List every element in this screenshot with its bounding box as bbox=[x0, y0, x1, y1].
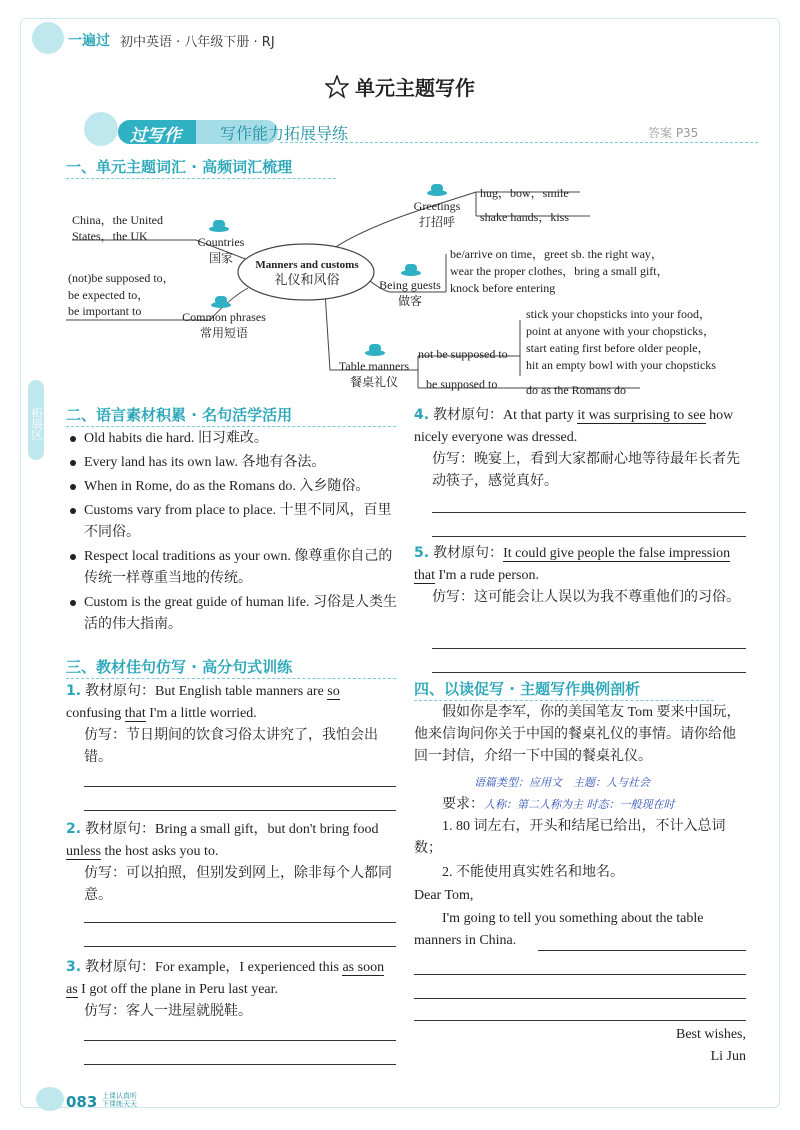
exercise-number: 3. bbox=[66, 959, 82, 975]
letter-greeting: Dear Tom, bbox=[414, 888, 474, 903]
countries-leaf2: States，the UK bbox=[72, 229, 148, 243]
node-phrases bbox=[172, 309, 276, 341]
phrases-leaf2: be expected to， bbox=[68, 287, 150, 302]
imitation-prompt: 仿写：晚宴上，看到大家都耐心地等待最年长者先动筷子，感觉真好。 bbox=[432, 452, 740, 489]
answer-line[interactable] bbox=[84, 922, 396, 923]
answer-line[interactable] bbox=[84, 786, 396, 787]
list-item: Respect local traditions as your own. 像尊重你自己的传统一样尊重当地的传统。 bbox=[68, 546, 398, 590]
requirement-2: 2. 不能使用真实姓名和地名。 bbox=[442, 865, 624, 880]
leaf-guests bbox=[450, 246, 669, 297]
list-item: When in Rome, do as the Romans do. 入乡随俗。 bbox=[68, 476, 398, 498]
section3-heading: 三、教材佳句仿写 · 高分句式训练 bbox=[66, 658, 293, 676]
exercise-5 bbox=[414, 542, 748, 609]
list-item: Every land has its own law. 各地有各法。 bbox=[68, 452, 398, 474]
section-banner bbox=[80, 120, 760, 144]
imitation-prompt: 仿写：节日期间的饮食习俗太讲究了，我怕会出错。 bbox=[84, 728, 378, 765]
guests-leaf1: be/arrive on time，greet sb. the right way， bbox=[450, 247, 663, 261]
requirement-1: 1. 80 词左右，开头和结尾已给出，不计入总词数； bbox=[414, 819, 726, 856]
footer-text-2: 下课练天天 bbox=[102, 1100, 137, 1108]
original-sentence: 教材原句：Bring a small gift，but don't bring food bbox=[85, 822, 379, 837]
imitation-prompt: 仿写：可以拍照，但别发到网上，除非每个人都同意。 bbox=[84, 866, 392, 903]
section1-heading: 一、单元主题词汇 · 高频词汇梳理 bbox=[66, 158, 293, 176]
list-item: Old habits die hard. 旧习难改。 bbox=[68, 428, 398, 450]
guests-cn: 做客 bbox=[397, 294, 422, 308]
answer-line[interactable] bbox=[432, 648, 746, 649]
answer-line[interactable] bbox=[432, 512, 746, 513]
handwritten-note-1: 语篇类型：应用文 主题：人与社会 bbox=[474, 776, 650, 789]
node-table bbox=[332, 358, 416, 390]
mindmap-center bbox=[240, 259, 374, 288]
page-header bbox=[28, 22, 768, 56]
banner-divider bbox=[280, 142, 758, 143]
section2-heading: 二、语言素材积累 · 名句活学活用 bbox=[66, 406, 293, 424]
section2-underline bbox=[66, 426, 396, 427]
countries-en: Countries bbox=[197, 235, 245, 249]
side-tab: 拓展区 bbox=[28, 380, 44, 460]
page-footer bbox=[30, 1085, 230, 1115]
answer-line[interactable] bbox=[84, 1064, 396, 1065]
original-sentence-end: the host asks you to. bbox=[101, 844, 219, 859]
node-guests bbox=[372, 277, 448, 309]
title-text: 单元主题写作 bbox=[355, 76, 475, 100]
greetings-leaf2: shake hands，kiss bbox=[480, 210, 569, 224]
mascot-icon bbox=[36, 1087, 64, 1111]
answer-line[interactable] bbox=[414, 1020, 746, 1021]
table-branch2: be supposed to bbox=[426, 377, 498, 391]
original-sentence: 教材原句：For example，I experienced this bbox=[85, 960, 343, 975]
hat-icon bbox=[208, 218, 230, 232]
footer-slogan bbox=[102, 1092, 137, 1108]
answer-line[interactable] bbox=[84, 810, 396, 811]
greetings-en: Greetings bbox=[413, 199, 461, 213]
answer-line[interactable] bbox=[432, 536, 746, 537]
table-leaf1: stick your chopsticks into your food， bbox=[526, 307, 711, 321]
exercise-4 bbox=[414, 404, 748, 493]
list-item: Custom is the great guide of human life. 习俗是人类生活的伟大指南。 bbox=[68, 592, 398, 636]
leaf-table-not bbox=[526, 306, 716, 374]
original-sentence-mid: confusing bbox=[66, 706, 125, 721]
countries-leaf1: China，the United bbox=[72, 213, 163, 227]
section4-heading: 四、以读促写 · 主题写作典例剖析 bbox=[414, 680, 641, 698]
star-badge-icon bbox=[325, 75, 349, 99]
guests-leaf3: knock before entering bbox=[450, 281, 556, 295]
letter-closing: Best wishes, bbox=[676, 1027, 746, 1042]
original-sentence-end: I got off the plane in Peru last year. bbox=[77, 982, 279, 997]
answer-line[interactable] bbox=[414, 998, 746, 999]
page-title bbox=[0, 72, 800, 101]
letter-signature: Li Jun bbox=[710, 1049, 746, 1064]
hat-icon bbox=[426, 182, 448, 196]
guests-en: Being guests bbox=[379, 278, 441, 292]
key-phrase: It could give people the false impression that bbox=[414, 546, 731, 583]
original-sentence-end: I'm a rude person. bbox=[435, 568, 539, 583]
guests-leaf2: wear the proper clothes，bring a small gift， bbox=[450, 264, 669, 278]
key-phrase: it was surprising to see bbox=[577, 408, 706, 423]
center-en: Manners and customs bbox=[255, 259, 359, 271]
exercise-number: 2. bbox=[66, 821, 82, 837]
idiom-list bbox=[68, 428, 398, 638]
exercise-1 bbox=[66, 680, 398, 769]
phrases-en: Common phrases bbox=[182, 310, 266, 324]
answer-line[interactable] bbox=[414, 974, 746, 975]
requirements-label: 要求： bbox=[442, 797, 484, 812]
exercise-number: 5. bbox=[414, 545, 430, 561]
key-phrase: as soon as bbox=[66, 960, 385, 997]
node-greetings bbox=[406, 198, 468, 230]
countries-cn: 国家 bbox=[208, 251, 233, 265]
center-cn: 礼仪和风俗 bbox=[274, 272, 340, 287]
hat-icon bbox=[400, 262, 422, 276]
table-leaf2: point at anyone with your chopsticks， bbox=[526, 324, 715, 338]
key-phrase: unless bbox=[66, 844, 101, 859]
exercise-2 bbox=[66, 818, 398, 907]
imitation-prompt: 仿写：这可能会让人误以为我不尊重他们的习俗。 bbox=[432, 590, 740, 605]
table-cn: 餐桌礼仪 bbox=[349, 375, 398, 389]
mascot-icon bbox=[32, 22, 64, 54]
greetings-cn: 打招呼 bbox=[418, 215, 455, 229]
footer-text-1: 上课认真听 bbox=[102, 1092, 137, 1100]
phrases-cn: 常用短语 bbox=[199, 326, 248, 340]
key-phrase: that bbox=[124, 706, 146, 721]
original-sentence: 教材原句：At that party bbox=[433, 408, 578, 423]
imitation-prompt: 仿写：客人一进屋就脱鞋。 bbox=[84, 1004, 252, 1019]
answer-line[interactable] bbox=[84, 1040, 396, 1041]
original-sentence: 教材原句：But English table manners are bbox=[85, 684, 328, 699]
table-leaf4: hit an empty bowl with your chopsticks bbox=[526, 358, 716, 372]
handwritten-note-2: 人称：第二人称为主 时态：一般现在时 bbox=[484, 798, 675, 811]
hat-icon bbox=[210, 294, 232, 308]
greetings-leaf1: hug，bow，smile bbox=[480, 186, 569, 200]
table-en: Table manners bbox=[338, 359, 410, 373]
leaf-phrases bbox=[68, 270, 175, 320]
original-sentence: 教材原句： bbox=[433, 546, 504, 561]
original-sentence-end: how nicely everyone was dressed. bbox=[414, 408, 734, 445]
breadcrumb: 初中英语 · 八年级下册 · RJ bbox=[120, 35, 275, 50]
requirements bbox=[442, 794, 752, 816]
table-branch1: not be supposed to bbox=[418, 347, 508, 361]
table-leaf3: start eating first before older people， bbox=[526, 341, 710, 355]
letter-opening: I'm going to tell you something about the table manners in China. bbox=[414, 911, 704, 948]
list-item: Customs vary from place to place. 十里不同风，百里不同俗。 bbox=[68, 500, 398, 544]
banner-subtitle: 写作能力拓展导练 bbox=[220, 124, 349, 143]
answer-line[interactable] bbox=[432, 672, 746, 673]
section4-underline bbox=[414, 700, 714, 701]
writing-prompt: 假如你是李军，你的美国笔友 Tom 要来中国玩，他来信询问你关于中国的餐桌礼仪的事情。请你给他回一封信，介绍一下中国的餐桌礼仪。 bbox=[414, 705, 741, 764]
section3-underline bbox=[66, 678, 396, 679]
page-number: 083 bbox=[66, 1093, 98, 1111]
hat-icon bbox=[364, 342, 386, 356]
phrases-leaf1: (not)be supposed to， bbox=[68, 271, 175, 285]
answer-line[interactable] bbox=[538, 950, 746, 951]
original-sentence-end: I'm a little worried. bbox=[145, 706, 257, 721]
node-countries bbox=[186, 234, 256, 266]
leaf-countries bbox=[72, 212, 163, 244]
answer-reference: 答案 P35 bbox=[648, 126, 699, 140]
brand-label: 一遍过 bbox=[68, 33, 110, 49]
table-leaf5: do as the Romans do bbox=[526, 383, 626, 397]
exercise-3 bbox=[66, 956, 398, 1023]
banner-label: 过写作 bbox=[130, 126, 181, 146]
key-phrase: so bbox=[327, 684, 340, 699]
exercise-number: 4. bbox=[414, 407, 430, 423]
phrases-leaf3: be important to bbox=[68, 304, 142, 318]
exercise-number: 1. bbox=[66, 683, 82, 699]
section1-underline bbox=[66, 178, 336, 179]
mascot-icon-2 bbox=[84, 112, 118, 146]
answer-line[interactable] bbox=[84, 946, 396, 947]
